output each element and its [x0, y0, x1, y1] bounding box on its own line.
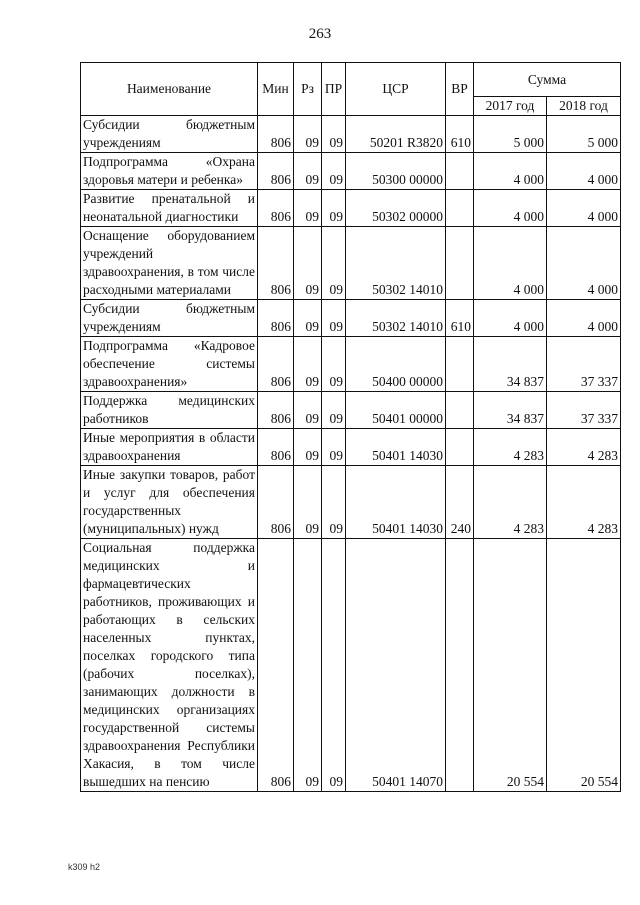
cell-name: Иные закупки товаров, работ и услуг для обеспечения государственных (муниципальных) нужд: [81, 466, 258, 539]
cell-min: 806: [258, 116, 294, 153]
cell-csr: 50401 14030: [346, 466, 446, 539]
table-body: [81, 116, 621, 792]
cell-y2018: 37 337: [547, 392, 621, 429]
cell-csr: 50302 14010: [346, 300, 446, 337]
cell-y2017: 4 000: [474, 190, 547, 227]
cell-min: 806: [258, 392, 294, 429]
header-name: Наименование: [81, 63, 258, 116]
cell-name: Оснащение оборудованием учреждений здравоохранения, в том числе расходными материалами: [81, 227, 258, 300]
cell-rz: 09: [294, 300, 322, 337]
header-min: Мин: [258, 63, 294, 116]
cell-y2017: 20 554: [474, 539, 547, 792]
cell-y2017: 4 000: [474, 227, 547, 300]
table-row: [81, 116, 621, 153]
cell-vr: [446, 190, 474, 227]
cell-y2018: 37 337: [547, 337, 621, 392]
cell-y2018: 4 000: [547, 227, 621, 300]
cell-vr: 240: [446, 466, 474, 539]
cell-y2018: 4 000: [547, 153, 621, 190]
header-year-2017: 2017 год: [474, 97, 547, 116]
budget-table: [80, 62, 621, 792]
cell-y2018: 4 000: [547, 190, 621, 227]
cell-csr: 50302 00000: [346, 190, 446, 227]
cell-pr: 09: [322, 392, 346, 429]
table-row: [81, 429, 621, 466]
cell-y2018: 5 000: [547, 116, 621, 153]
cell-pr: 09: [322, 300, 346, 337]
cell-vr: 610: [446, 116, 474, 153]
cell-rz: 09: [294, 337, 322, 392]
cell-min: 806: [258, 337, 294, 392]
footer-code: k309 h2: [68, 862, 101, 872]
table-row: [81, 466, 621, 539]
cell-rz: 09: [294, 116, 322, 153]
cell-rz: 09: [294, 392, 322, 429]
header-vr: ВР: [446, 63, 474, 116]
cell-y2017: 4 283: [474, 466, 547, 539]
header-year-2018: 2018 год: [547, 97, 621, 116]
cell-pr: 09: [322, 116, 346, 153]
cell-rz: 09: [294, 190, 322, 227]
cell-name: Социальная поддержка медицинских и фармацевтических работников, проживающих и работающих в сельских населенных пунктах, поселках городского типа (рабочих поселках), занимающих должности в медицинских организациях государственной системы здравоохранения Республики Хакасия, в том числе вышедших на пенсию: [81, 539, 258, 792]
table-row: [81, 392, 621, 429]
cell-min: 806: [258, 300, 294, 337]
cell-y2018: 4 000: [547, 300, 621, 337]
cell-vr: [446, 227, 474, 300]
cell-vr: [446, 337, 474, 392]
cell-y2017: 5 000: [474, 116, 547, 153]
cell-min: 806: [258, 539, 294, 792]
cell-pr: 09: [322, 429, 346, 466]
cell-y2017: 34 837: [474, 337, 547, 392]
cell-name: Поддержка медицинских работников: [81, 392, 258, 429]
cell-min: 806: [258, 227, 294, 300]
cell-y2018: 4 283: [547, 429, 621, 466]
cell-y2017: 4 283: [474, 429, 547, 466]
cell-name: Подпрограмма «Кадровое обеспечение системы здравоохранения»: [81, 337, 258, 392]
header-rz: Рз: [294, 63, 322, 116]
cell-name: Подпрограмма «Охрана здоровья матери и ребенка»: [81, 153, 258, 190]
cell-rz: 09: [294, 153, 322, 190]
cell-rz: 09: [294, 227, 322, 300]
cell-pr: 09: [322, 227, 346, 300]
cell-pr: 09: [322, 190, 346, 227]
cell-name: Субсидии бюджетным учреждениям: [81, 300, 258, 337]
cell-pr: 09: [322, 539, 346, 792]
cell-y2018: 20 554: [547, 539, 621, 792]
cell-csr: 50300 00000: [346, 153, 446, 190]
header-csr: ЦСР: [346, 63, 446, 116]
cell-csr: 50401 00000: [346, 392, 446, 429]
cell-vr: 610: [446, 300, 474, 337]
cell-csr: 50401 14030: [346, 429, 446, 466]
cell-min: 806: [258, 466, 294, 539]
cell-vr: [446, 153, 474, 190]
table-row: [81, 300, 621, 337]
page-number: 263: [308, 26, 332, 42]
cell-pr: 09: [322, 466, 346, 539]
header-pr: ПР: [322, 63, 346, 116]
cell-csr: 50201 R3820: [346, 116, 446, 153]
cell-y2017: 4 000: [474, 300, 547, 337]
cell-vr: [446, 392, 474, 429]
cell-csr: 50400 00000: [346, 337, 446, 392]
cell-pr: 09: [322, 337, 346, 392]
cell-name: Развитие пренатальной и неонатальной диагностики: [81, 190, 258, 227]
cell-name: Иные мероприятия в области здравоохранения: [81, 429, 258, 466]
cell-vr: [446, 429, 474, 466]
table-row: [81, 153, 621, 190]
cell-y2017: 4 000: [474, 153, 547, 190]
cell-y2018: 4 283: [547, 466, 621, 539]
cell-min: 806: [258, 429, 294, 466]
table-row: [81, 227, 621, 300]
cell-pr: 09: [322, 153, 346, 190]
cell-min: 806: [258, 153, 294, 190]
cell-rz: 09: [294, 429, 322, 466]
table-row: [81, 337, 621, 392]
cell-rz: 09: [294, 539, 322, 792]
table-row: [81, 190, 621, 227]
header-sum: Сумма: [474, 63, 621, 97]
cell-csr: 50401 14070: [346, 539, 446, 792]
cell-y2017: 34 837: [474, 392, 547, 429]
cell-csr: 50302 14010: [346, 227, 446, 300]
cell-vr: [446, 539, 474, 792]
cell-min: 806: [258, 190, 294, 227]
cell-name: Субсидии бюджетным учреждениям: [81, 116, 258, 153]
table-row: [81, 539, 621, 792]
cell-rz: 09: [294, 466, 322, 539]
